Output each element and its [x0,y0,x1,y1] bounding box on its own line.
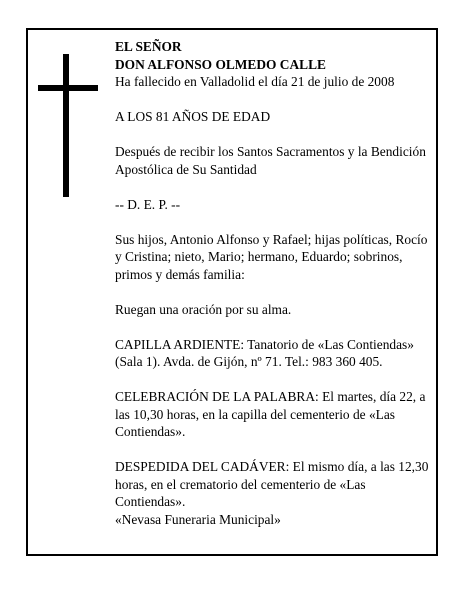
cross-horizontal-bar [38,85,98,91]
funeral-home: «Nevasa Funeraria Municipal» [115,511,281,527]
farewell-info: DESPEDIDA DEL CADÁVER: El mismo día, a las 12,30 horas, en el crematorio del cementerio de «Las Contiendas». [115,459,429,509]
cross-vertical-bar [63,54,69,197]
family-paragraph: Sus hijos, Antonio Alfonso y Rafael; hijas políticas, Rocío y Cristina; nieto, Mario; hermano, Eduardo; sobrinos, primos y demás familia: [115,231,428,282]
cross-icon [38,54,98,197]
celebration-info: CELEBRACIÓN DE LA PALABRA: El martes, día 22, a las 10,30 horas, en la capilla del cementerio de «Las Contiendas». [115,389,426,439]
deceased-name: DON ALFONSO OLMEDO CALLE [115,56,326,72]
sacraments-line: Después de recibir los Santos Sacramentos y la Bendición Apostólica de Su Santidad [115,144,426,177]
death-notice: Ha fallecido en Valladolid el día 21 de julio de 2008 [115,74,395,89]
age-line: A LOS 81 AÑOS DE EDAD [115,109,271,124]
rip-line: -- D. E. P. -- [115,196,181,212]
title-line-1: EL SEÑOR [115,39,182,54]
obituary-text [115,38,433,528]
prayer-line: Ruegan una oración por su alma. [115,301,292,317]
chapel-info: CAPILLA ARDIENTE: Tanatorio de «Las Contiendas» (Sala 1). Avda. de Gijón, nº 71. Tel.: 983 360 405. [115,336,414,369]
